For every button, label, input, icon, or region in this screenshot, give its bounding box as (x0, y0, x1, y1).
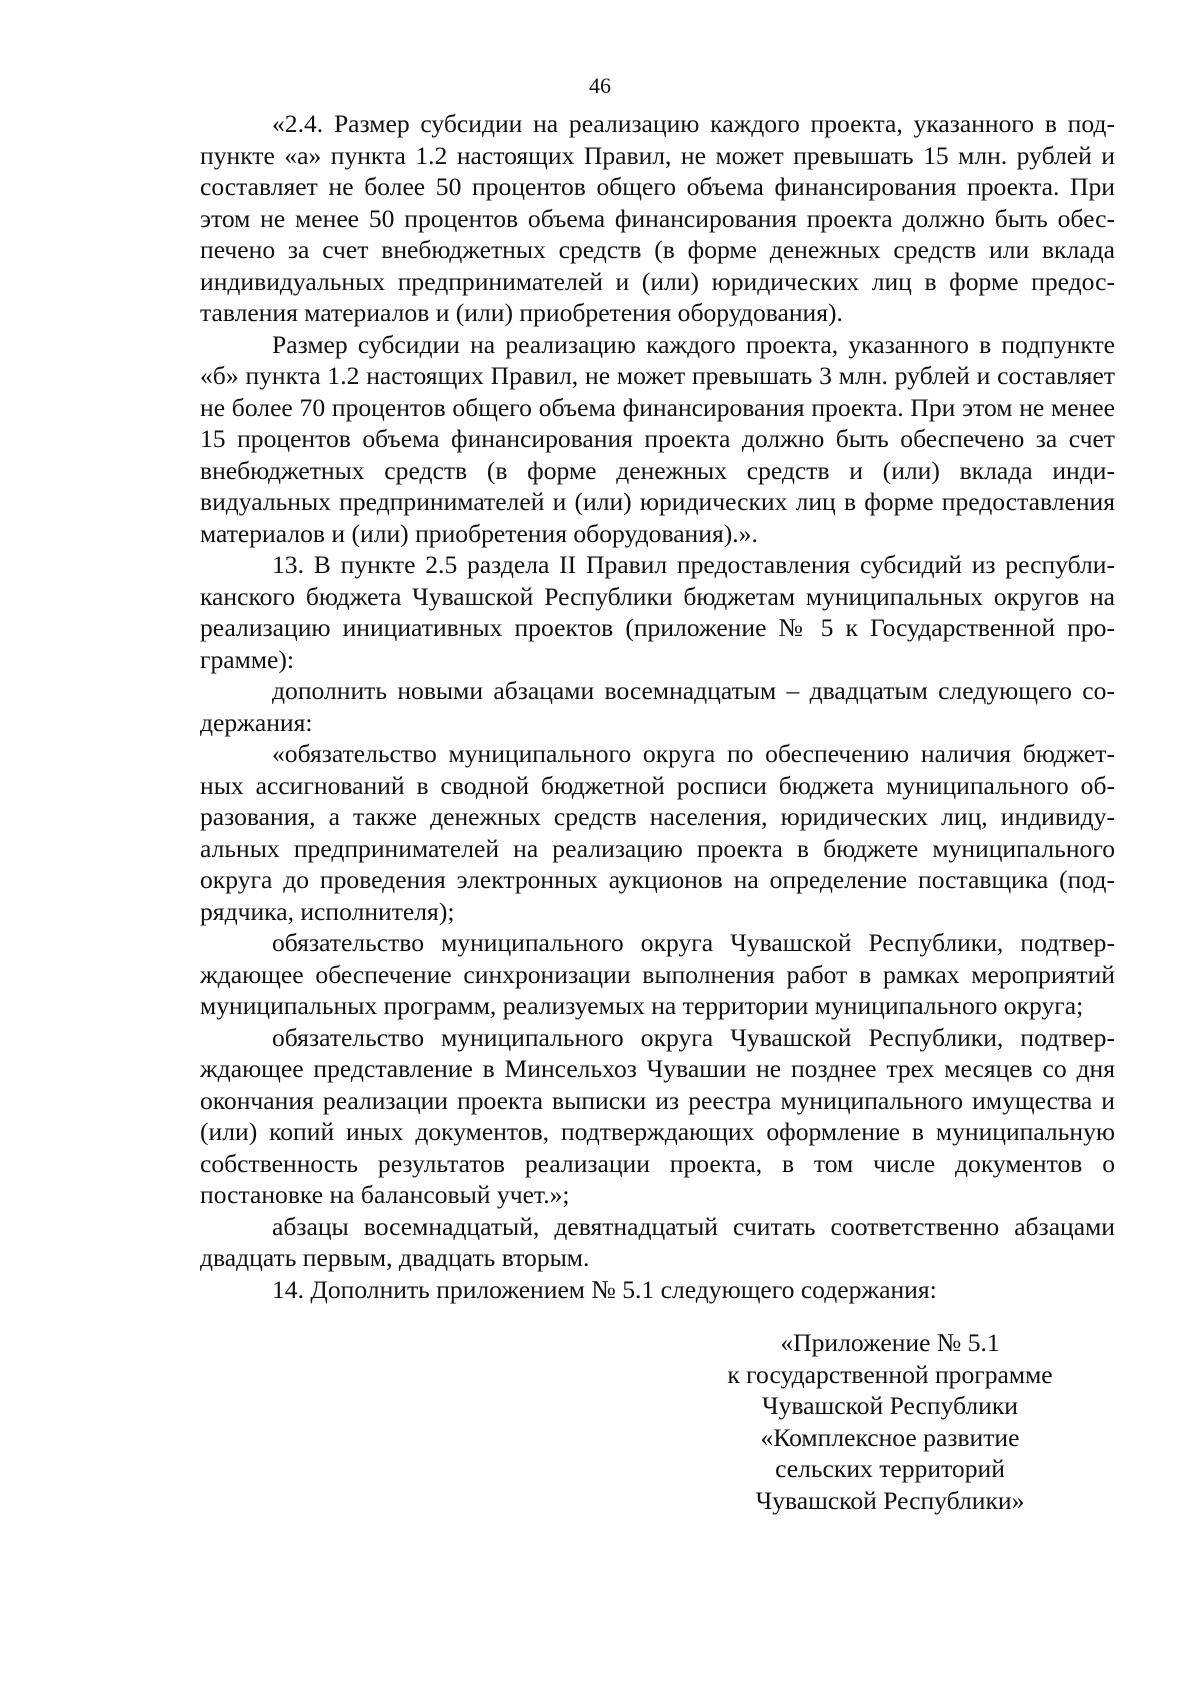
paragraph-supplement-instruction: дополнить новыми абзацами восемнадцатым – двадцатым следующего содержания: (200, 676, 1115, 737)
appendix-line: Чувашской Республики» (755, 1485, 1025, 1515)
paragraph-2-4: «2.4. Размер субсидии на реализацию каждого проекта, указанного в подпункте «а» пункта 1.2 настоящих Правил, не может превышать 15 млн. рублей и составляет не более 50 процентов общего объема финансирования проекта. При этом не менее 50 процентов объема финансирования проекта должно быть обеспечено за счет внебюджетных средств (в форме денежных средств или вклада индивидуальных предпринимателей и (или) юридических лиц в форме предоставления материалов и (или) приобретения оборудования). (200, 109, 1115, 327)
paragraph-item-14: 14. Дополнить приложением № 5.1 следующего содержания: (272, 1274, 937, 1304)
paragraph-obligation-registry: обязательство муниципального округа Чувашской Республики, подтверждающее представление в Минсельхоз Чувашии не позднее трех месяцев со дня окончания реализации проекта выписки из реестра муниципального имущества и (или) копий иных документов, подтверждающих оформление в муниципальную собственность результатов реализации проекта, в том числе документов о постановке на балансовый учет.»; (200, 1022, 1115, 1209)
appendix-heading (680, 1327, 1100, 1517)
appendix-line: Чувашской Республики (761, 1391, 1019, 1421)
paragraph-renumbering: абзацы восемнадцатый, девятнадцатый считать соответственно абзацами двадцать первым, двадцать вторым. (200, 1211, 1115, 1272)
paragraph-item-13: 13. В пункте 2.5 раздела II Правил предоставления субсидий из республиканского бюджета Чувашской Республики бюджетам муниципальных округов на реализацию инициативных проектов (приложение № 5 к Государственной программе): (200, 550, 1115, 674)
page-number: 46 (589, 73, 611, 98)
paragraph-obligation-synchronization: обязательство муниципального округа Чувашской Республики, подтверждающее обеспечение синхронизации выполнения работ в рамках мероприятий муниципальных программ, реализуемых на территории муниципального округа; (200, 928, 1115, 1020)
appendix-line: «Приложение № 5.1 (780, 1328, 1000, 1357)
appendix-line: к государственной программе (727, 1359, 1053, 1389)
document-body (200, 108, 1115, 1305)
appendix-line: сельских территорий (775, 1454, 1005, 1484)
appendix-line: «Комплексное развитие (760, 1422, 1020, 1452)
paragraph-subsidy-size: Размер субсидии на реализацию каждого проекта, указанного в подпункте «б» пункта 1.2 настоящих Правил, не может превышать 3 млн. рублей и составляет не более 70 процентов общего объема финансирования проекта. При этом не менее 15 процентов объема финансирования проекта должно быть обеспечено за счет внебюджетных средств (в форме денежных средств и (или) вклада индивидуальных предпринимателей и (или) юридических лиц в форме предоставления материалов и (или) приобретения оборудования).». (200, 329, 1115, 548)
paragraph-obligation-budget: «обязательство муниципального округа по обеспечению наличия бюджетных ассигнований в сводной бюджетной росписи бюджета муниципального образования, а также денежных средств населения, юридических лиц, индивидуальных предпринимателей на реализацию проекта в бюджете муниципального округа до проведения электронных аукционов на определение поставщика (подрядчика, исполнителя); (200, 739, 1115, 926)
